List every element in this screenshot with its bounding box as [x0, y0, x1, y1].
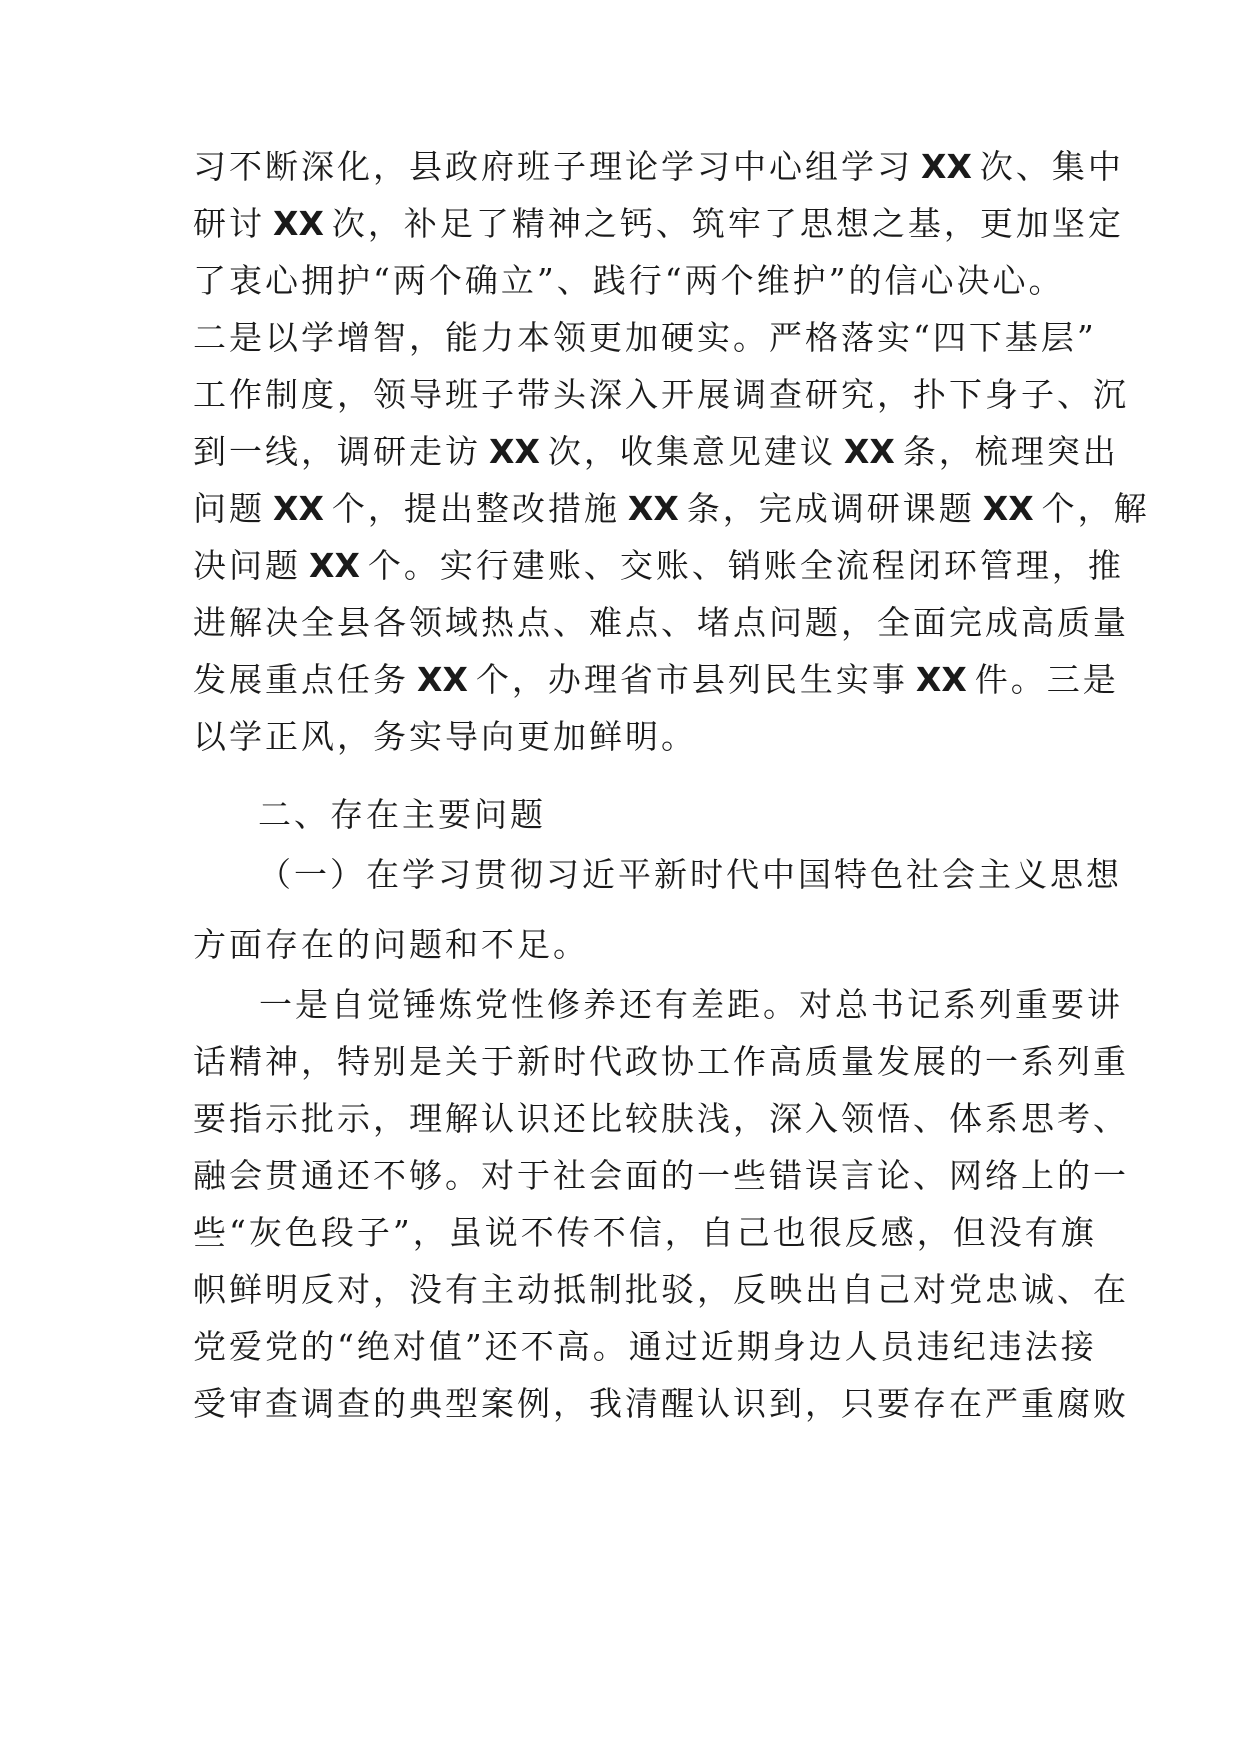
placeholder-count: XX — [982, 489, 1034, 528]
paragraph-line: 些“灰色段子”，虽说不传不信，自己也很反感，但没有旗 — [193, 1213, 1097, 1252]
section-heading: 二、存在主要问题 — [258, 795, 546, 834]
placeholder-count: XX — [843, 432, 895, 471]
text-run: 条，梳理突出 — [902, 432, 1119, 471]
placeholder-count: XX — [627, 489, 679, 528]
paragraph-line — [193, 138, 1124, 195]
text-run: 了衷心拥护“两个确立”、践行“两个维护”的信心决心。 — [193, 261, 1065, 300]
placeholder-count: XX — [273, 204, 324, 243]
text-run: 个，办理省市县列民生实事 — [475, 660, 908, 699]
paragraph-line — [193, 195, 1124, 252]
text-run: 个，解 — [1041, 489, 1150, 528]
paragraph-line — [193, 366, 1129, 423]
paragraph-line — [193, 480, 1150, 537]
text-run: 次，收集意见建议 — [547, 432, 836, 471]
paragraph-line — [193, 708, 1063, 765]
text-run: 件。三是 — [974, 660, 1119, 699]
placeholder-count: XX — [309, 546, 360, 585]
paragraph-line: 一是自觉锤炼党性修养还有差距。对总书记系列重要讲 — [259, 985, 1123, 1024]
paragraph-line — [193, 537, 1124, 594]
paragraph-line: 党爱党的“绝对值”还不高。通过近期身边人员违纪违法接 — [193, 1327, 1097, 1366]
text-run: 二是以学增智，能力本领更加硬实。严格落实“四下基层” — [193, 318, 1097, 357]
paragraph-line — [193, 651, 1119, 708]
paragraph-1 — [193, 138, 1150, 765]
placeholder-count: XX — [915, 660, 967, 699]
text-run: 问题 — [193, 489, 265, 528]
text-run: 个。实行建账、交账、销账全流程闭环管理，推 — [367, 546, 1124, 585]
paragraph-line: 融会贯通还不够。对于社会面的一些错误言论、网络上的一 — [193, 1156, 1129, 1195]
text-run: 发展重点任务 — [193, 660, 409, 699]
text-run: 次、集中 — [979, 147, 1124, 186]
paragraph-line: 帜鲜明反对，没有主动抵制批驳，反映出自己对党忠诚、在 — [193, 1270, 1129, 1309]
text-run: 到一线，调研走访 — [193, 432, 481, 471]
text-run: 决问题 — [193, 546, 301, 585]
text-run: 进解决全县各领域热点、难点、堵点问题，全面完成高质量 — [193, 603, 1129, 642]
text-run: 研讨 — [193, 204, 265, 243]
placeholder-count: XX — [489, 432, 540, 471]
text-run: 工作制度，领导班子带头深入开展调查研究，扑下身子、沉 — [193, 375, 1129, 414]
placeholder-count: XX — [921, 147, 972, 186]
subsection-heading-line-1: （一）在学习贯彻习近平新时代中国特色社会主义思想 — [258, 855, 1122, 894]
text-run: 次，补足了精神之钙、筑牢了思想之基，更加坚定 — [331, 204, 1124, 243]
placeholder-count: XX — [273, 489, 324, 528]
paragraph-line — [193, 309, 1097, 366]
text-run: 条，完成调研课题 — [686, 489, 975, 528]
paragraph-line — [193, 252, 1063, 309]
subsection-heading-line-2: 方面存在的问题和不足。 — [193, 925, 589, 964]
paragraph-2 — [193, 976, 1129, 1432]
text-run: 习不断深化，县政府班子理论学习中心组学习 — [193, 147, 913, 186]
text-run: 个，提出整改措施 — [331, 489, 620, 528]
paragraph-line: 话精神，特别是关于新时代政协工作高质量发展的一系列重 — [193, 1042, 1129, 1081]
paragraph-line: 要指示批示，理解认识还比较肤浅，深入领悟、体系思考、 — [193, 1099, 1129, 1138]
paragraph-line — [193, 423, 1119, 480]
paragraph-line: 受审查调查的典型案例，我清醒认识到，只要存在严重腐败 — [193, 1384, 1129, 1423]
text-run: 以学正风，务实导向更加鲜明。 — [193, 717, 697, 756]
paragraph-line — [193, 594, 1129, 651]
placeholder-count: XX — [417, 660, 468, 699]
